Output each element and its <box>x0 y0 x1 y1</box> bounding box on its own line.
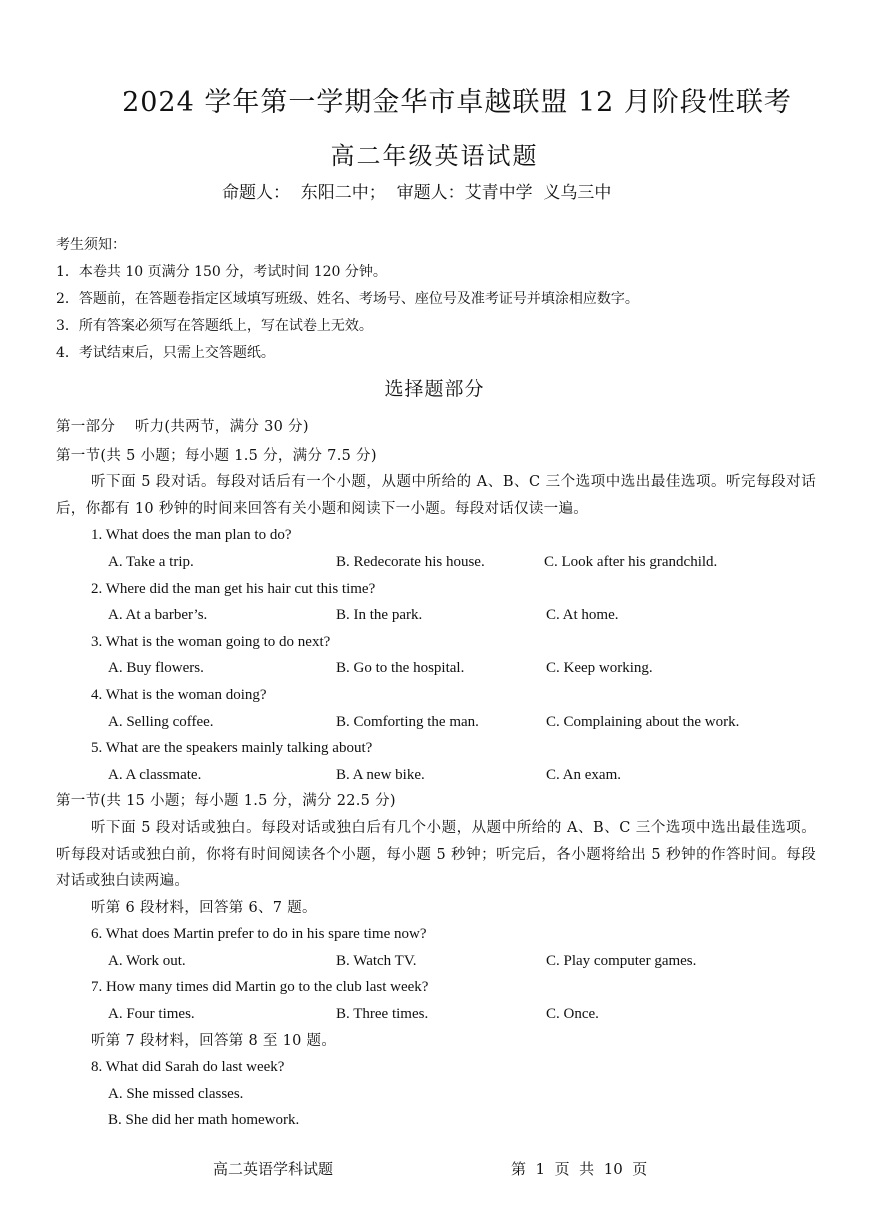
question-options <box>56 1001 816 1028</box>
notice-heading: 考生须知： <box>56 237 126 253</box>
section2-instructions: 听下面 5 段对话或独白。每段对话或独白后有几个小题，从题中所给的 A、B、C 三个选项中选出最佳选项。听每段对话或独白前，你将有时间阅读各个小题，每小题 5 秒钟；听完后，各小题将给出 5 秒钟的作答时间。每段对话或独白读两遍。 <box>56 819 816 890</box>
option-b: B. Watch TV. <box>336 952 417 969</box>
question-stem: 6. What does Martin prefer to do in his spare time now? <box>91 926 427 943</box>
material-note: 听第 6 段材料，回答第 6、7 题。 <box>91 899 317 916</box>
notice-item: 4．考试结束后，只需上交答题纸。 <box>56 345 275 361</box>
option-c: C. Look after his grandchild. <box>544 553 718 570</box>
option-c: C. Keep working. <box>546 660 653 677</box>
footer-page-number: 第 1 页 共 10 页 <box>511 1160 648 1178</box>
question-options <box>56 709 816 736</box>
question-stem: 4. What is the woman doing? <box>91 686 267 703</box>
question-options <box>56 602 816 629</box>
page-title: 2024 学年第一学期金华市卓越联盟 12 月阶段性联考 <box>122 87 792 118</box>
notice-item: 3．所有答案必须写在答题纸上，写在试卷上无效。 <box>56 318 373 334</box>
question-stem: 1. What does the man plan to do? <box>91 527 292 544</box>
listening-part <box>56 414 816 1134</box>
question-stem: 3. What is the woman going to do next? <box>91 633 331 650</box>
option-a: A. A classmate. <box>108 766 202 783</box>
question-options <box>56 1107 816 1134</box>
option-a: A. Four times. <box>108 1006 195 1023</box>
question-options <box>56 762 816 789</box>
option-a: A. She missed classes. <box>108 1085 244 1102</box>
option-c: C. Complaining about the work. <box>546 713 740 730</box>
option-b: B. Three times. <box>336 1006 429 1023</box>
option-b: B. In the park. <box>336 607 423 624</box>
option-b: B. She did her math homework. <box>108 1112 300 1129</box>
notice-item: 1．本卷共 10 页满分 150 分，考试时间 120 分钟。 <box>56 264 387 280</box>
section2-heading: 第一节(共 15 小题；每小题 1.5 分，满分 22.5 分) <box>56 793 396 810</box>
question-options <box>56 655 816 682</box>
question-stem: 8. What did Sarah do last week? <box>91 1059 285 1076</box>
option-b: B. Go to the hospital. <box>336 660 465 677</box>
notice-item: 2．答题前，在答题卷指定区域填写班级、姓名、考场号、座位号及准考证号并填涂相应数字。 <box>56 291 639 307</box>
option-a: A. Buy flowers. <box>108 660 204 677</box>
option-a: A. Work out. <box>108 952 186 969</box>
option-a: A. Take a trip. <box>108 553 194 570</box>
option-c: C. At home. <box>546 607 619 624</box>
option-c: C. Play computer games. <box>546 952 697 969</box>
page-subtitle: 高二年级英语试题 <box>330 142 539 170</box>
question-stem: 7. How many times did Martin go to the club last week? <box>91 979 429 996</box>
question-options <box>56 1081 816 1108</box>
section1-heading: 第一节(共 5 小题；每小题 1.5 分，满分 7.5 分) <box>56 447 377 464</box>
question-stem: 2. Where did the man get his hair cut this time? <box>91 580 376 597</box>
section-title: 选择题部分 <box>384 378 485 400</box>
question-options <box>56 549 816 576</box>
option-a: A. At a barber’s. <box>108 607 208 624</box>
question-stem: 5. What are the speakers mainly talking about? <box>91 740 373 757</box>
option-b: B. Comforting the man. <box>336 713 479 730</box>
section1-instructions: 听下面 5 段对话。每段对话后有一个小题，从题中所给的 A、B、C 三个选项中选出最佳选项。听完每段对话后，你都有 10 秒钟的时间来回答有关小题和阅读下一小题。每段对话仅读一遍。 <box>56 474 816 517</box>
option-a: A. Selling coffee. <box>108 713 214 730</box>
option-b: B. Redecorate his house. <box>336 553 485 570</box>
option-c: C. An exam. <box>546 766 621 783</box>
question-options <box>56 948 816 975</box>
material-note: 听第 7 段材料，回答第 8 至 10 题。 <box>91 1032 337 1049</box>
notice-block <box>56 232 639 367</box>
authors-line: 命题人： 东阳二中； 审题人：艾青中学 义乌三中 <box>222 183 612 203</box>
footer-subject: 高二英语学科试题 <box>213 1160 334 1178</box>
option-b: B. A new bike. <box>336 766 425 783</box>
part-heading: 第一部分 听力(共两节，满分 30 分) <box>56 419 309 435</box>
option-c: C. Once. <box>546 1006 599 1023</box>
